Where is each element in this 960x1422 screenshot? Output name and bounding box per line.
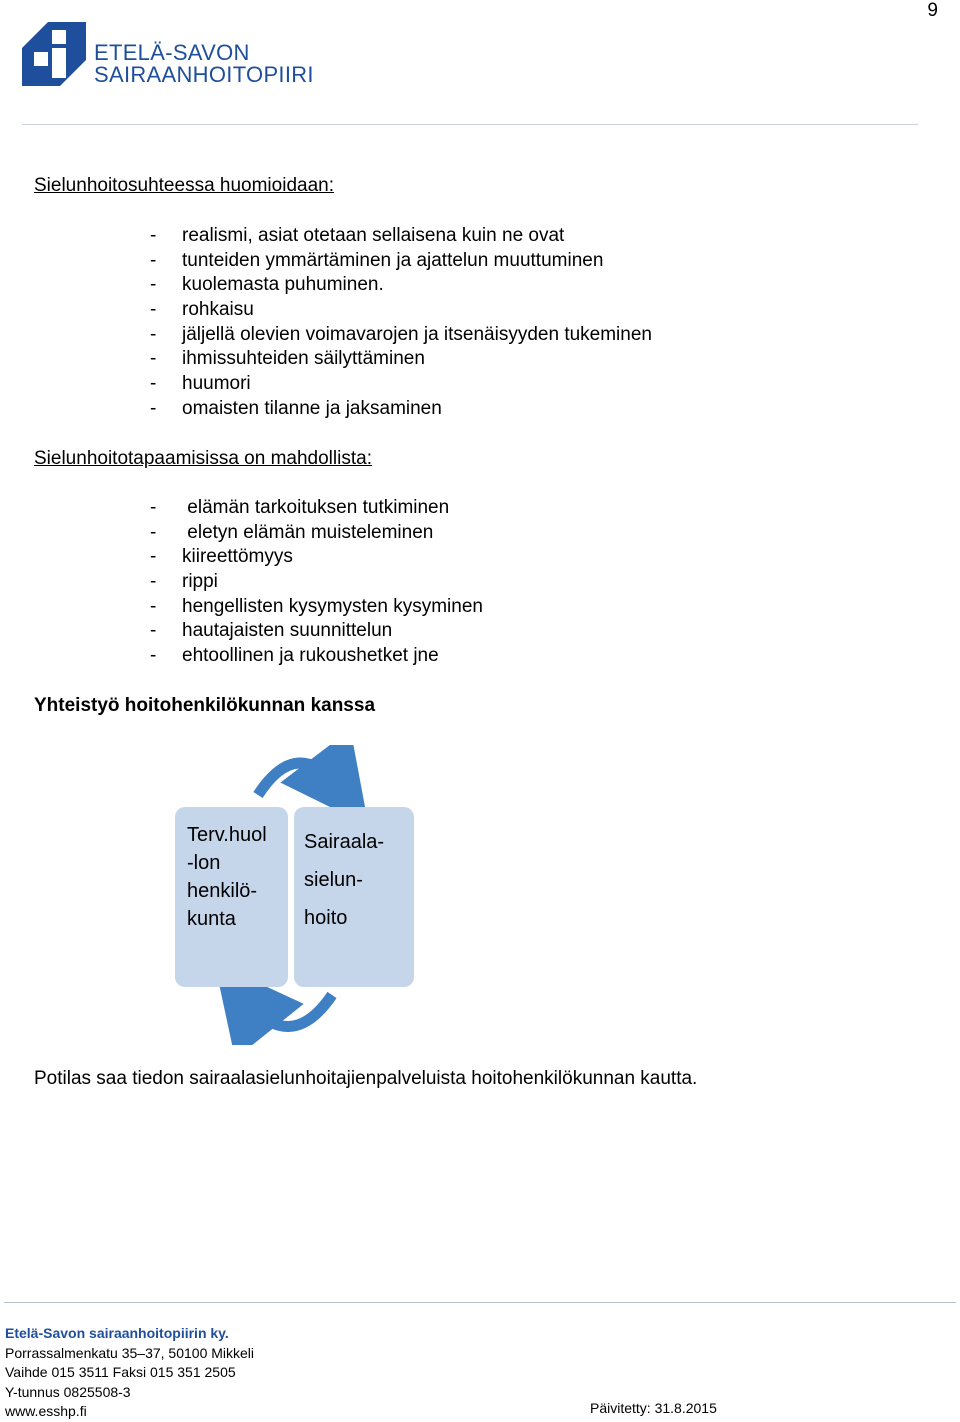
list-item: - elämän tarkoituksen tutkiminen bbox=[150, 497, 450, 518]
list-item: - jäljellä olevien voimavarojen ja itsenäisyyden tukeminen bbox=[150, 323, 652, 345]
cooperation-diagram bbox=[170, 745, 430, 1045]
list-item: - omaisten tilanne ja jaksaminen bbox=[150, 397, 442, 419]
footer-organization: Etelä-Savon sairaanhoitopiirin ky. bbox=[5, 1325, 229, 1341]
list-item: - rippi bbox=[150, 571, 218, 593]
list-item: - eletyn elämän muisteleminen bbox=[150, 521, 434, 543]
footer-address: Porrassalmenkatu 35–37, 50100 Mikkeli bbox=[5, 1344, 255, 1361]
list-item: - kuolemasta puhuminen. bbox=[150, 274, 384, 296]
diagram-box-health-staff bbox=[175, 807, 288, 987]
list-item: - ihmissuhteiden säilyttäminen bbox=[150, 348, 425, 370]
list-item: - kiireettömyys bbox=[150, 546, 293, 568]
footer-business-id: Y-tunnus 0825508-3 bbox=[5, 1383, 131, 1400]
footer-website-link[interactable]: www.esshp.fi bbox=[5, 1403, 87, 1420]
footer-divider bbox=[4, 1302, 956, 1303]
care-relationship-list bbox=[150, 224, 652, 422]
list-item: - realismi, asiat otetaan sellaisena kuin ne ovat bbox=[150, 225, 565, 246]
section-heading-care-relationship: Sielunhoitosuhteessa huomioidaan: bbox=[34, 175, 334, 196]
logo-line-2: SAIRAANHOITOPIIRI bbox=[94, 62, 314, 87]
list-item: - ehtoollinen ja rukoushetket jne bbox=[150, 645, 439, 667]
section-heading-cooperation: Yhteistyö hoitohenkilökunnan kanssa bbox=[34, 695, 376, 716]
diagram-box-hospital-chaplaincy-label: Sairaala- sielun- hoito bbox=[304, 831, 385, 929]
list-item: - tunteiden ymmärtäminen ja ajattelun muuttuminen bbox=[150, 249, 604, 271]
header-divider bbox=[22, 124, 918, 125]
organization-logo bbox=[22, 22, 322, 88]
footer-phone: Vaihde 015 3511 Faksi 015 351 2505 bbox=[5, 1364, 236, 1381]
list-item: - rohkaisu bbox=[150, 299, 254, 321]
logo-line-1: ETELÄ-SAVON bbox=[94, 40, 250, 65]
diagram-box-hospital-chaplaincy bbox=[294, 807, 414, 987]
list-item: - hautajaisten suunnittelun bbox=[150, 620, 393, 642]
diagram-box-health-staff-label: Terv.huol -lon henkilö- kunta bbox=[187, 824, 267, 930]
section-heading-meetings: Sielunhoitotapaamisissa on mahdollista: bbox=[34, 448, 372, 469]
list-item: - hengellisten kysymysten kysyminen bbox=[150, 595, 483, 617]
closing-statement: Potilas saa tiedon sairaalasielunhoitajienpalveluista hoitohenkilökunnan kautta. bbox=[34, 1068, 698, 1089]
footer-updated-date: Päivitetty: 31.8.2015 bbox=[590, 1400, 717, 1416]
list-item: - huumori bbox=[150, 373, 251, 395]
meetings-list bbox=[150, 496, 483, 669]
footer bbox=[5, 1324, 254, 1422]
page-number: 9 bbox=[927, 0, 938, 21]
logo-mark-icon bbox=[22, 22, 86, 86]
